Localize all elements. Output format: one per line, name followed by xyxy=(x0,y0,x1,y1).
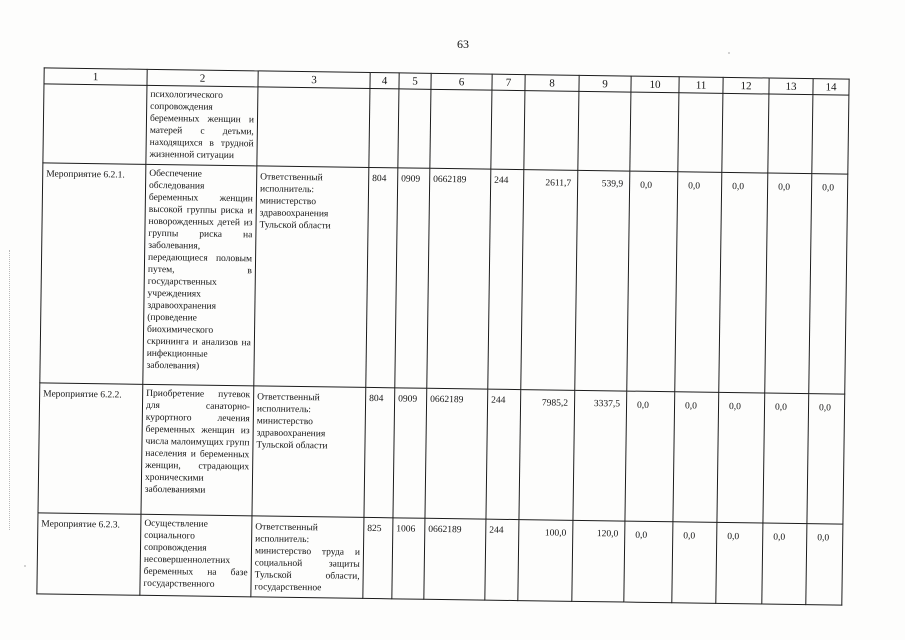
measure-name-cell xyxy=(43,84,147,164)
column-header-10: 10 xyxy=(631,76,679,93)
responsible-executor-cell xyxy=(257,87,370,168)
measure-description-cell: Осуществление социального сопровождения несовершеннолетних беременных на базе государственного xyxy=(140,514,252,597)
column-header-1: 1 xyxy=(44,68,147,85)
measure-name-cell: Мероприятие 6.2.3. xyxy=(37,513,141,595)
code-cell-col-4 xyxy=(369,88,399,167)
code-cell-col-5: 1006 xyxy=(392,518,425,599)
amount-cell-col-9 xyxy=(578,91,631,171)
responsible-executor-cell: Ответственный исполнитель: министерство здравоохранения Тульской области xyxy=(254,166,369,388)
column-header-7: 7 xyxy=(492,74,525,90)
amount-cell-col-8: 100,0 xyxy=(518,520,573,602)
amount-cell-col-14: 0,0 xyxy=(806,524,843,605)
amount-cell-col-12: 0,0 xyxy=(719,172,768,393)
amount-cell-col-10: 0,0 xyxy=(625,391,675,522)
code-cell-col-7: 244 xyxy=(486,389,521,519)
code-cell-col-4: 804 xyxy=(364,387,395,517)
amount-cell-col-14 xyxy=(812,95,849,174)
column-header-13: 13 xyxy=(769,78,813,95)
amount-cell-col-13: 0,0 xyxy=(762,523,807,605)
amount-cell-col-12 xyxy=(722,93,769,173)
amount-cell-col-14: 0,0 xyxy=(809,174,848,394)
measure-description-cell: психологического сопровождения беременных женщин и матерей с детьми, находящихся в трудной жизненной ситуации xyxy=(146,85,258,166)
table-row xyxy=(43,84,849,174)
code-cell-col-5: 0909 xyxy=(393,388,427,518)
amount-cell-col-11: 0,0 xyxy=(672,522,717,604)
code-cell-col-6: 0662189 xyxy=(427,168,491,389)
amount-cell-col-9: 539,9 xyxy=(575,170,630,391)
column-header-12: 12 xyxy=(723,77,769,94)
code-cell-col-5: 0909 xyxy=(395,168,430,388)
page-number: 63 xyxy=(457,37,469,51)
measure-name-cell: Мероприятие 6.2.2. xyxy=(38,383,143,514)
amount-cell-col-8: 7985,2 xyxy=(519,390,575,521)
code-cell-col-7: 244 xyxy=(485,519,519,600)
measure-description-cell: Обеспечение обследования беременных женщин высокой группы риска и новорожденных детей из группы риска на заболевания, передающиеся половым путем, в государственных учреждениях здравоохранения (проведение биохимического скрининга и анализов на инфекционные заболевания) xyxy=(143,164,257,386)
column-header-8: 8 xyxy=(525,75,579,92)
responsible-executor-cell: Ответственный исполнитель: министерство здравоохранения Тульской области xyxy=(252,386,366,518)
column-header-11: 11 xyxy=(679,77,723,94)
table-row xyxy=(38,383,845,524)
scan-speck xyxy=(728,52,730,54)
measure-name-cell: Мероприятие 6.2.1. xyxy=(40,163,146,384)
code-cell-col-4: 804 xyxy=(366,167,398,387)
code-cell-col-7 xyxy=(491,90,525,169)
program-measures-table xyxy=(36,67,849,605)
responsible-executor-cell: Ответственный исполнитель: министерство труда и социальной защиты Тульской области, государственное xyxy=(251,516,364,599)
code-cell-col-5 xyxy=(398,89,431,168)
amount-cell-col-9: 3337,5 xyxy=(573,390,627,521)
amount-cell-col-11: 0,0 xyxy=(675,172,722,393)
column-header-14: 14 xyxy=(813,79,849,96)
column-header-5: 5 xyxy=(399,73,431,89)
code-cell-col-6: 0662189 xyxy=(424,518,486,600)
amount-cell-col-10: 0,0 xyxy=(624,521,673,603)
amount-cell-col-8 xyxy=(524,91,579,171)
column-header-3: 3 xyxy=(258,71,370,89)
code-cell-col-6 xyxy=(430,89,492,169)
amount-cell-col-11 xyxy=(678,93,723,173)
code-cell-col-4: 825 xyxy=(363,517,393,598)
amount-cell-col-13: 0,0 xyxy=(765,173,812,394)
amount-cell-col-11: 0,0 xyxy=(673,392,719,523)
table-row xyxy=(37,513,843,605)
scan-speck xyxy=(24,565,26,567)
amount-cell-col-12: 0,0 xyxy=(716,522,763,604)
scan-artifact-line xyxy=(9,250,10,530)
measure-description-cell: Приобретение путевок для санаторно-курортного лечения беременных женщин из числа малоимущих групп населения и беременных женщин, страдающих хроническими заболеваниями xyxy=(141,384,254,516)
column-header-6: 6 xyxy=(431,73,492,90)
amount-cell-col-10 xyxy=(630,92,679,172)
amount-cell-col-13 xyxy=(768,94,813,174)
column-header-2: 2 xyxy=(147,69,258,87)
amount-cell-col-8: 2611,7 xyxy=(521,170,578,391)
amount-cell-col-13: 0,0 xyxy=(763,393,809,524)
code-cell-col-7: 244 xyxy=(488,169,524,389)
code-cell-col-6: 0662189 xyxy=(425,388,488,519)
amount-cell-col-10: 0,0 xyxy=(627,171,678,392)
amount-cell-col-12: 0,0 xyxy=(717,392,765,523)
table-row xyxy=(40,163,848,394)
column-header-9: 9 xyxy=(579,75,631,92)
column-header-4: 4 xyxy=(370,72,399,88)
amount-cell-col-14: 0,0 xyxy=(807,394,845,524)
amount-cell-col-9: 120,0 xyxy=(572,520,625,602)
